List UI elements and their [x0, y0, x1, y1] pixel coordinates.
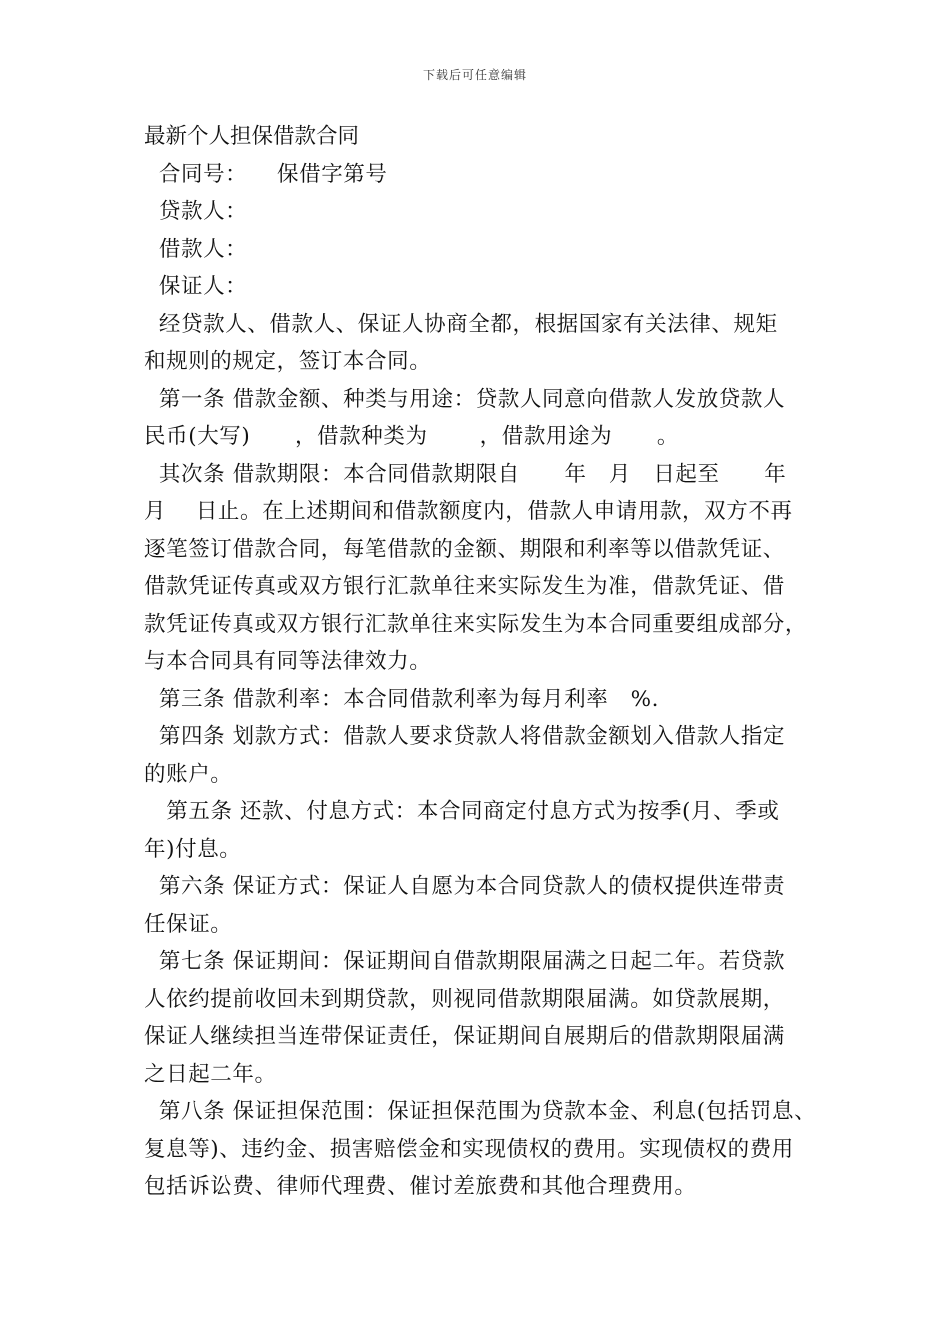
page-header-note: 下载后可任意编辑 — [422, 68, 527, 82]
text-line: 和规则的规定，签订本合同。 — [144, 349, 432, 374]
text-line: 借款人： — [144, 236, 248, 262]
text-line: 年)付息。 — [144, 836, 242, 862]
contract-title: 最新个人担保借款合同 — [144, 124, 360, 149]
text-line: 包括诉讼费、律师代理费、催讨差旅费和其他合理费用。 — [144, 1174, 697, 1199]
text-line: 人依约提前收回未到期贷款，则视同借款期限届满。如贷款展期， — [144, 986, 785, 1012]
text-line: 合同号： 保借字第号 — [144, 161, 388, 187]
text-line: 第七条 保证期间：保证期间自借款期限届满之日起二年。若贷款 — [144, 949, 786, 974]
text-line: 贷款人： — [144, 199, 248, 224]
text-line: 月 日止。在上述期间和借款额度内，借款人申请用款，双方不再 — [144, 499, 793, 524]
text-line: 第三条 借款利率：本合同借款利率为每月利率 %. — [144, 686, 660, 712]
text-line: 之日起二年。 — [144, 1061, 277, 1087]
text-line: 与本合同具有同等法律效力。 — [144, 649, 432, 674]
text-line: 任保证。 — [144, 911, 233, 937]
text-line: 第六条 保证方式：保证人自愿为本合同贷款人的债权提供连带责 — [144, 874, 786, 899]
text-line: 保证人继续担当连带保证责任，保证期间自展期后的借款期限届满 — [144, 1024, 785, 1049]
text-line: 款凭证传真或双方银行汇款单往来实际发生为本合同重要组成部分， — [144, 611, 808, 637]
text-line: 第五条 还款、付息方式：本合同商定付息方式为按季(月、季或 — [144, 799, 780, 824]
text-line: 第一条 借款金额、种类与用途：贷款人同意向借款人发放贷款人 — [144, 386, 786, 412]
text-line: 第八条 保证担保范围：保证担保范围为贷款本金、利息(包括罚息、 — [144, 1099, 817, 1124]
text-line: 的账户。 — [144, 761, 233, 787]
text-line: 第四条 划款方式：借款人要求贷款人将借款金额划入借款人指定 — [144, 724, 786, 749]
text-line: 借款凭证传真或双方银行汇款单往来实际发生为准，借款凭证、借 — [144, 574, 785, 599]
text-line: 逐笔签订借款合同，每笔借款的金额、期限和利率等以借款凭证、 — [144, 536, 785, 562]
contract-lines — [144, 156, 824, 1206]
text-line: 其次条 借款期限：本合同借款期限自 年 月 日起至 年 — [144, 461, 787, 487]
text-line: 经贷款人、借款人、保证人协商全都，根据国家有关法律、规矩 — [144, 311, 778, 337]
contract-body — [144, 118, 824, 1206]
text-line: 复息等)、违约金、损害赔偿金和实现债权的费用。实现债权的费用 — [144, 1136, 794, 1162]
text-line: 保证人： — [144, 274, 248, 299]
text-line: 民币(大写) ，借款种类为 ，借款用途为 。 — [144, 424, 679, 449]
